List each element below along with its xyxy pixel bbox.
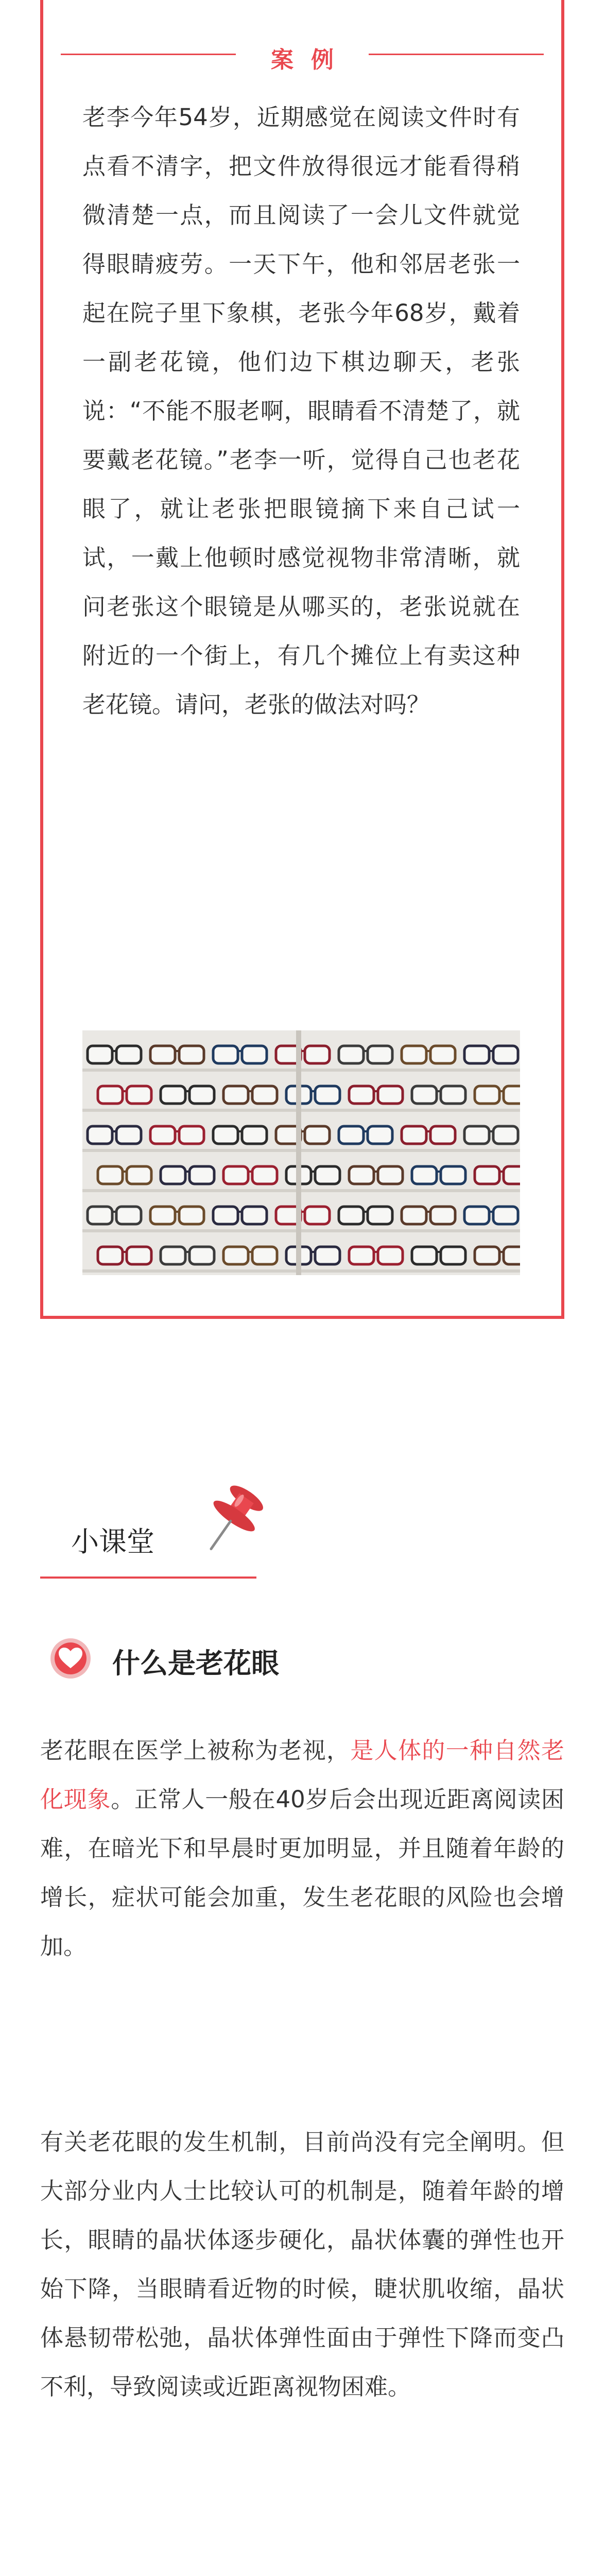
text-run: 。正常人一般在40岁后会出现近距离阅读困难，在暗光下和早晨时更加明显，并且随着年龄的增长，症状可能会加重，发生老花眼的风险也会增加。	[40, 1786, 564, 1960]
classroom-underline	[40, 1577, 256, 1579]
classroom-header	[40, 1473, 267, 1582]
pushpin-icon	[189, 1473, 277, 1561]
highlight-text: 是人体的一种自然老化现象	[40, 1737, 564, 1813]
heart-icon	[50, 1638, 91, 1679]
section1-paragraph-2: 有关老花眼的发生机制，目前尚没有完全阐明。但大部分业内人士比较认可的机制是，随着年龄的增长，眼睛的晶状体逐步硬化，晶状体囊的弹性也开始下降，当眼睛看近物的时候，睫状肌收缩，晶状体悬韧带松弛，晶状体弹性面由于弹性下降而变凸不利，导致阅读或近距离视物困难。	[40, 2128, 564, 2400]
text-run: 老花眼在医学上被称为老视，	[40, 1737, 351, 1764]
case-paragraph: 老李今年54岁，近期感觉在阅读文件时有点看不清字，把文件放得很远才能看得稍微清楚一点，而且阅读了一会儿文件就觉得眼睛疲劳。一天下午，他和邻居老张一起在院子里下象棋，老张今年68岁，戴着一副老花镜，他们边下棋边聊天，老张说：“不能不服老啊，眼睛看不清楚了，就要戴老花镜。”老李一听，觉得自己也老花眼了，就让老张把眼镜摘下来自己试一试，一戴上他顿时感觉视物非常清晰，就问老张这个眼镜是从哪买的，老张说就在附近的一个街上，有几个摊位上有卖这种老花镜。请问，老张的做法对吗？	[82, 104, 520, 718]
case-title: 案例	[271, 47, 351, 73]
classroom-label: 小课堂	[71, 1526, 154, 1558]
case-header-line-right	[369, 54, 544, 55]
case-glasses-photo	[82, 1030, 520, 1275]
section1-paragraph-1	[40, 1726, 564, 1971]
case-header	[40, 41, 564, 73]
section-title: 什么是老花眼	[112, 1647, 279, 1680]
